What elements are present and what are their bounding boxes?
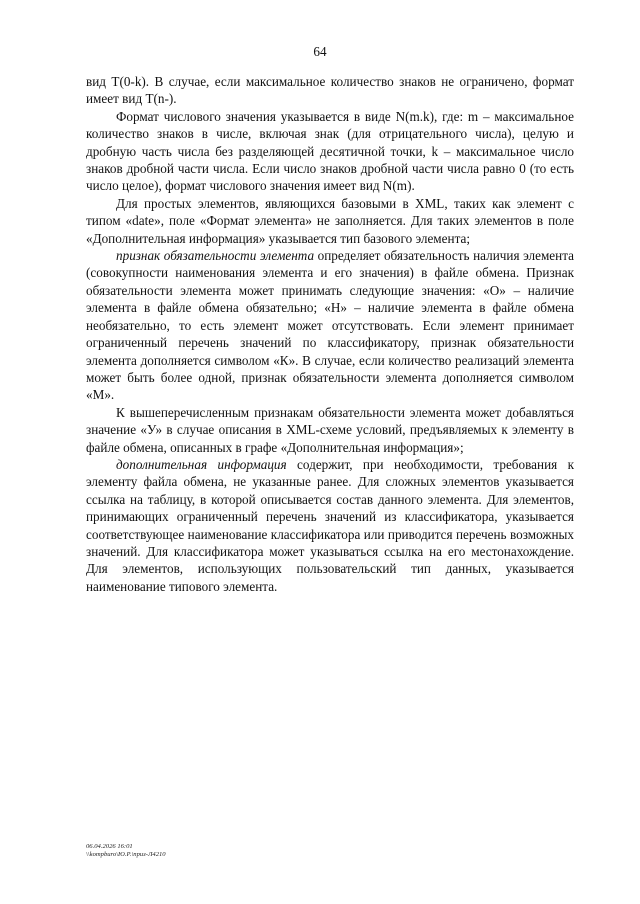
footer-timestamp: 06.04.2026 16:01 (86, 843, 133, 850)
page-number: 64 (313, 44, 327, 59)
paragraph-4-text: определяет обязательность наличия элемента (совокупности наименования элемента и его значения) в файле обмена. Признак обязательности элемента может принимать следующие значения: «О» – наличие элемента в файле обмена обязательно; «Н» – наличие элемента в файле обмена необязательно, то есть элемент может отсутствовать. Если элемент принимает ограниченный перечень значений по классификатору, признак обязательности элемента дополняется символом «К». В случае, если количество реализаций элемента может быть более одной, признак обязательности элемента дополняется символом «М». (86, 248, 574, 403)
paragraph-5: К вышеперечисленным признакам обязательности элемента может добавляться значение «У» в случае описания в XML-схеме условий, предъявляемых к элементу в файле обмена, описанных в графе «Дополнительная информация»; (86, 404, 574, 455)
term-additional-info: дополнительная информация (116, 456, 287, 472)
document-body (86, 73, 574, 595)
paragraph-3: Для простых элементов, являющихся базовыми в XML, таких как элемент с типом «date», поле «Формат элемента» не заполняется. Для таких элементов в поле «Дополнительная информация» указывается тип базового элемента; (86, 195, 574, 246)
footer-stamp (86, 843, 166, 859)
paragraph-6 (86, 456, 574, 595)
footer-file-path: \\kompburo\Ю.Р.\приз-Л4210 (86, 851, 166, 859)
paragraph-6-text: содержит, при необходимости, требования к элементу файла обмена, не указанные ранее. Для сложных элементов указывается ссылка на таблицу, в которой описывается состав данного элемента. Для элементов, принимающих ограниченный перечень значений из классификатора, указывается соответствующее наименование классификатора или приводится перечень возможных значений. Для классификатора может указываться ссылка на его местонахождение. Для элементов, использующих пользовательский тип данных, указывается наименование типового элемента. (86, 456, 574, 594)
paragraph-4 (86, 247, 574, 404)
paragraph-2: Формат числового значения указывается в виде N(m.k), где: m – максимальное количество знаков в числе, включая знак (для отрицательного числа), целую и дробную часть числа без разделяющей десятичной точки, k – максимальное число знаков дробной части числа. Если число знаков дробной части числа равно 0 (то есть число целое), формат числового значения имеет вид N(m). (86, 108, 574, 194)
term-mandatory-flag: признак обязательности элемента (116, 248, 315, 264)
paragraph-1: вид T(0-k). В случае, если максимальное количество знаков не ограничено, формат имеет вид T(n-). (86, 74, 574, 107)
